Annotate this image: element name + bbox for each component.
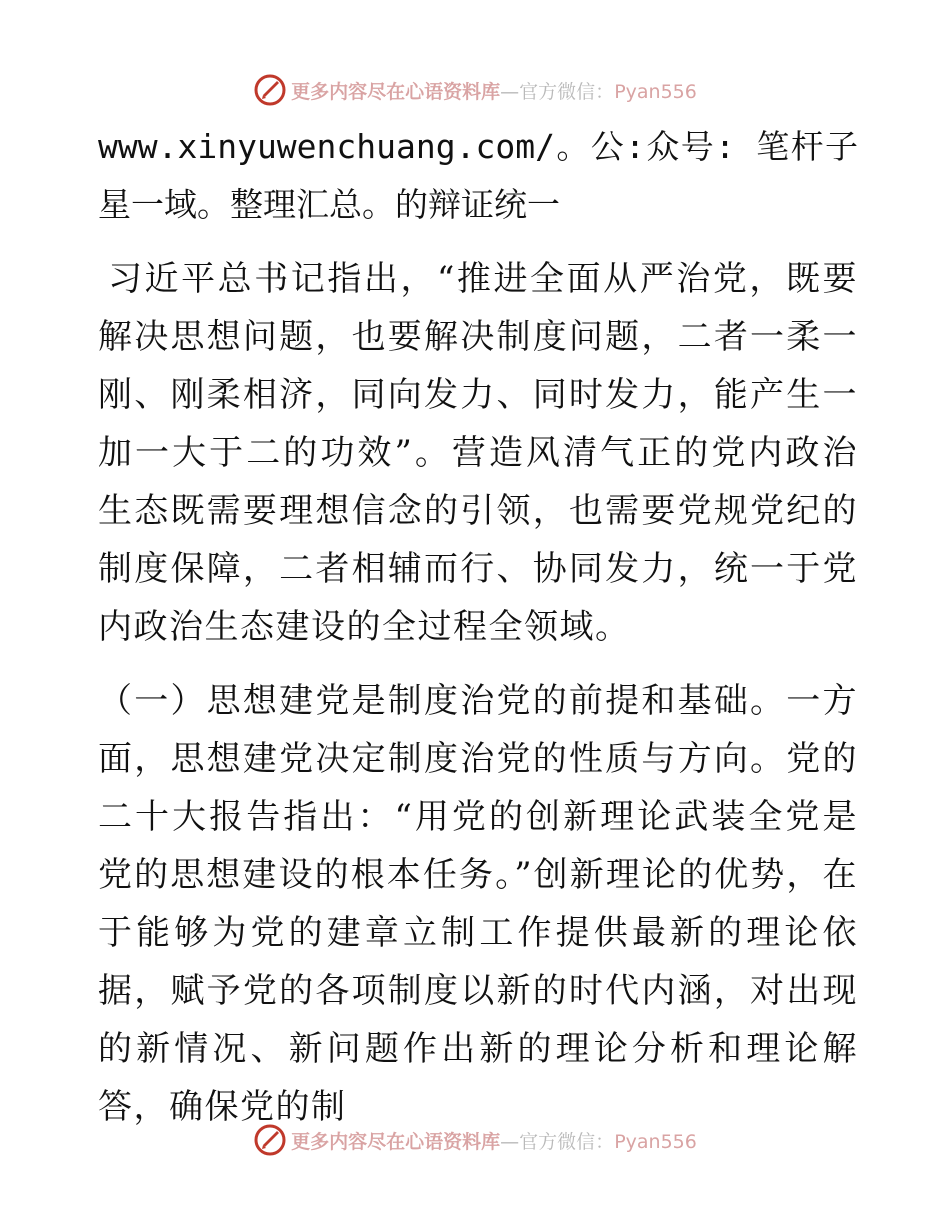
paragraph-1: 习近平总书记指出，“推进全面从严治党，既要解决思想问题，也要解决制度问题，二者一柔一刚、刚柔相济，同向发力、同时发力，能产生一加一大于二的功效”。营造风清气正的党内政治生态既需要理想信念的引领，也需要党规党纪的制度保障，二者相辅而行、协同发力，统一于党内政治生态建设的全过程全领域。 [98,259,858,647]
header-banner-main: 更多内容尽在心语资料库 [291,80,501,103]
header-banner [0,70,950,110]
logo-icon [253,1123,287,1157]
intro-paragraph: www.xinyuwenchuang.com/。公:众号: 笔杆子星一域。整理汇总。的辩证统一 [98,127,858,224]
footer-banner [0,1120,950,1160]
footer-banner-wechat: Pyan556 [614,1130,697,1153]
footer-banner-official: —官方微信： [500,1130,615,1153]
document-body [98,118,858,1136]
logo-icon [253,73,287,107]
footer-banner-main: 更多内容尽在心语资料库 [291,1130,501,1153]
paragraph-2: （一）思想建党是制度治党的前提和基础。一方面，思想建党决定制度治党的性质与方向。党的二十大报告指出：“用党的创新理论武装全党是党的思想建设的根本任务。”创新理论的优势，在于能够为党的建章立制工作提供最新的理论依据，赋予党的各项制度以新的时代内涵，对出现的新情况、新问题作出新的理论分析和理论解答，确保党的制 [98,681,858,1127]
header-banner-official: —官方微信： [500,80,615,103]
header-banner-wechat: Pyan556 [614,80,697,103]
